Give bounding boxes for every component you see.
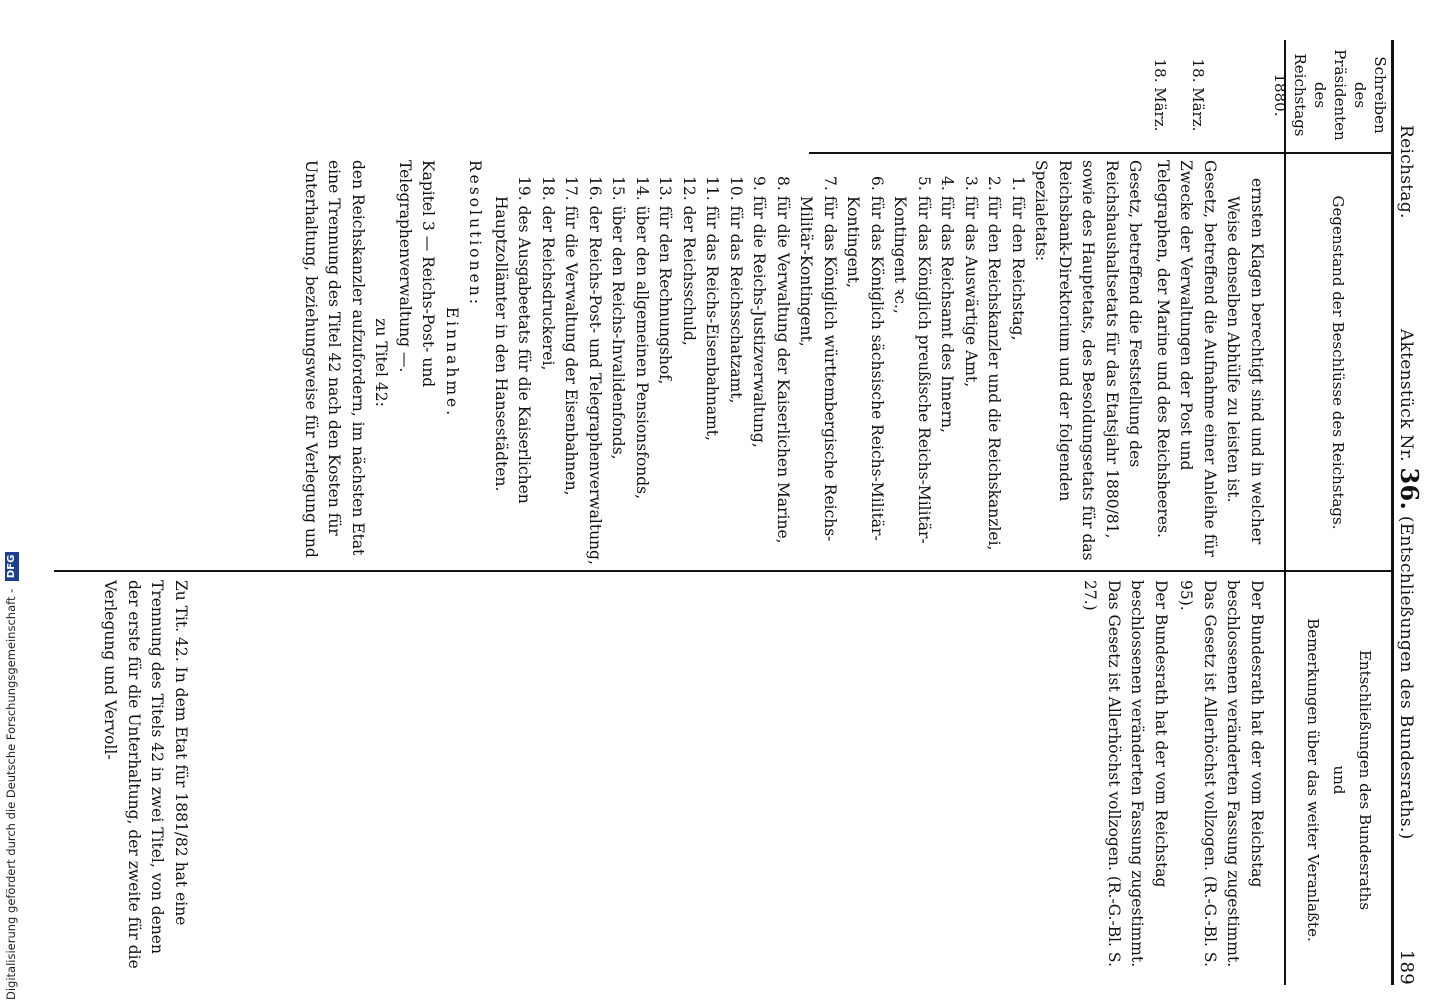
spezialetat-item: 13. für den Rechnungshof, [656, 176, 675, 385]
spezialetat-item: 18. der Reichsdruckerei, [539, 176, 557, 371]
spezialetat-item: 10. für das Reichsschatzamt, [727, 176, 745, 404]
page-number: 189 [1396, 949, 1417, 985]
row2-date: 18. März. [1151, 58, 1169, 132]
spezialetat-item: 8. für die Verwaltung der Kaiserlichen Marine, [774, 176, 792, 544]
spezialetat-item: 6. für das Königlich sächsische Reichs-Militär-Kontingent, [844, 176, 886, 541]
spezialetat-item: 15. über den Reichs-Invalidenfonds, [609, 176, 628, 460]
spezialetat-item: 9. für die Reichs-Justizverwaltung, [750, 176, 769, 448]
spezialetat-item: 2. für den Reichskanzler und die Reichskanzlei, [985, 176, 1004, 551]
header-top-rule [1391, 40, 1394, 985]
row1-subject-law: Gesetz, betreffend die Aufnahme einer Anleihe für Zwecke der Verwaltungen der Post und Telegraphen, der Marine und des Reichsheeres. [1154, 160, 1219, 557]
document-number: 36. [1395, 467, 1424, 511]
spezialetat-item: 1. für den Reichstag, [1009, 176, 1027, 341]
spezialetat-item: 5. für das Königlich preußische Reichs-Militär-Kontingent ꝛc., [891, 176, 933, 544]
column-header-subject: Gegenstand der Beschlüsse des Reichstags. [1329, 195, 1347, 530]
column-divider-2 [54, 570, 1394, 572]
row1-subject-line-1: ernsten Klagen berechtigt sind und in welcher [1248, 178, 1266, 545]
spezialetat-item: 17. für die Verwaltung der Eisenbahnen, [562, 176, 581, 496]
resolution-text: den Reichskanzler aufzufordern, im nächsten Etat eine Trennung des Titel 42 nach den Kosten für Unterhaltung, beziehungsweise für Verlegung und [302, 160, 367, 558]
row1-date: 18. März. [1189, 58, 1207, 132]
spezialetat-item: 3. für das Auswärtige Amt, [962, 176, 980, 388]
column-header-letter: Schreiben des Präsidenten des Reichstags 1880. [1271, 49, 1389, 141]
spezialetat-item: 16. der Reichs-Post- und Telegraphenverwaltung, [586, 176, 604, 565]
running-header [1395, 125, 1424, 985]
decision-row1: Der Bundesrath hat der vom Reichstag beschlossenen veränderten Fassung zugestimmt. Das Gesetz ist Allerhöchst vollzogen. (R.-G.-Bl. S. 95). [1177, 580, 1266, 968]
spezialetat-item: 19. des Ausgabeetats für die Kaiserlichen Hauptzollämter in den Hansestädten. [492, 176, 534, 504]
header-title: Aktenstück Nr. 36. (Entschließungen des Bundesraths.) [1395, 328, 1424, 840]
header-bottom-rule [1284, 40, 1286, 985]
kapitel-heading: Kapitel 3 — Reichs-Post- und Telegraphenverwaltung —. [396, 160, 438, 388]
column-header-decisions: Entschließungen des Bundesraths und Bemerkungen über das weiter Veranlaßte. [1304, 618, 1374, 942]
spezialetat-item: 14. über den allgemeinen Pensionsfonds, [633, 176, 651, 500]
subject-column [299, 160, 1269, 565]
titel-heading: zu Titel 42: [372, 318, 391, 407]
spezialetat-item: 11. für das Reichs-Eisenbahnamt, [703, 176, 722, 441]
column-divider-1 [809, 152, 1394, 154]
row1-subject-line-2: Weise denselben Abhülfe zu leisten ist. [1224, 196, 1243, 503]
spezialetat-item: 4. für das Reichsamt des Innern, [938, 176, 957, 433]
header-left: Reichstag. [1396, 125, 1416, 219]
dfg-logo: DFG [5, 552, 19, 581]
row2-subject-intro: Gesetz, betreffend die Feststellung des Reichshaushaltsetats für das Etatsjahr 1880/81, sowie des Hauptetats, des Besoldungsetats für das Reichsbank-Direktorium und der folgenden Spezialetats: [1032, 160, 1145, 561]
decision-row2: Der Bundesrath hat der vom Reichstag beschlossenen veränderten Fassung zugestimmt. Das Gesetz ist Allerhöchst vollzogen. (R.-G.-Bl. S. 27.) [1081, 580, 1170, 968]
decision-resolution: Zu Tit. 42. In dem Etat für 1881/82 hat eine Trennung des Titels 42 in zwei Titel, von denen der erste für die Unterhaltung, der zweite für die Verlegung und Vervoll- [101, 580, 190, 969]
einnahme-heading: Einnahme. [443, 306, 461, 419]
resolutions-label: Resolutionen: [466, 160, 485, 307]
spezialetat-item: 12. der Reichsschuld, [680, 176, 698, 346]
spezialetat-item: 7. für das Königlich württembergische Reichs-Militär-Kontingent, [797, 176, 839, 542]
digitization-credit: Digitalisierung gefördert durch die Deutsche Forschungsgemeinschaft - DFG [0, 610, 22, 1000]
